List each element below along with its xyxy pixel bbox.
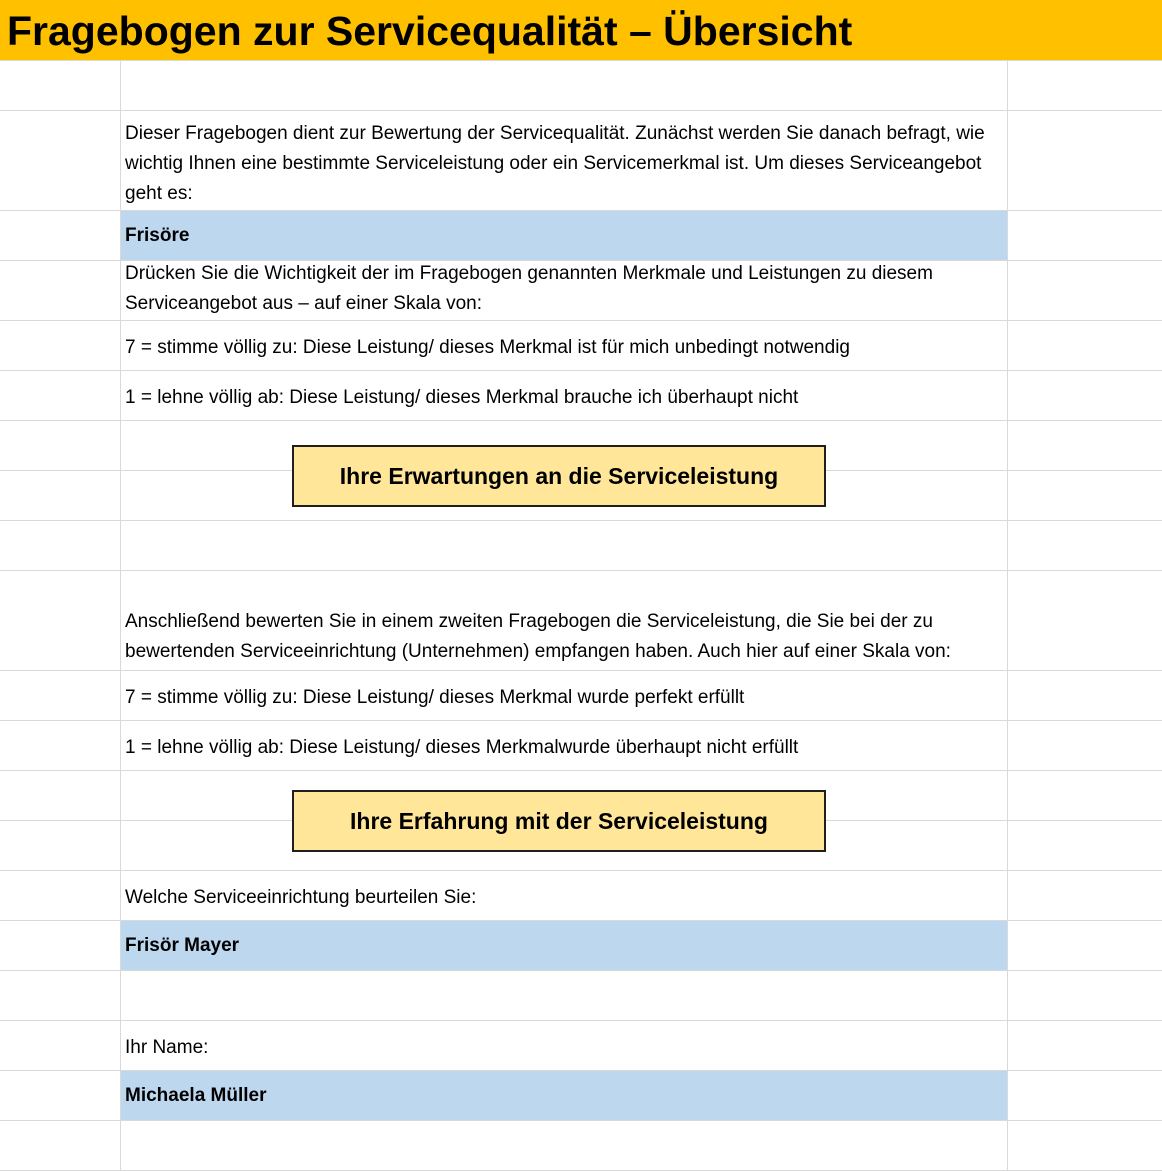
importance-instruction[interactable]: Drücken Sie die Wichtigkeit der im Fragebogen genannten Merkmale und Leistungen zu diesem Serviceangebot aus – auf einer Skala von: bbox=[125, 263, 933, 314]
name-input[interactable]: Michaela Müller bbox=[121, 1071, 1007, 1120]
facility-input[interactable]: Frisör Mayer bbox=[121, 921, 1007, 970]
experience-scale-low[interactable]: 1 = lehne völlig ab: Diese Leistung/ dieses Merkmalwurde überhaupt nicht erfüllt bbox=[125, 737, 799, 758]
intro-text[interactable]: Dieser Fragebogen dient zur Bewertung der Servicequalität. Zunächst werden Sie danach befragt, wie wichtig Ihnen eine bestimmte Serviceleistung oder ein Servicemerkmal ist. Um dieses Serviceangebot geht es: bbox=[125, 123, 985, 204]
experience-scale-high[interactable]: 7 = stimme völlig zu: Diese Leistung/ dieses Merkmal wurde perfekt erfüllt bbox=[125, 687, 745, 708]
experience-button[interactable]: Ihre Erfahrung mit der Serviceleistung bbox=[292, 790, 826, 852]
title-bar[interactable] bbox=[0, 0, 1162, 61]
sheet-title: Fragebogen zur Servicequalität – Übersicht bbox=[7, 8, 853, 54]
row-2[interactable] bbox=[0, 61, 1162, 111]
importance-scale-high[interactable]: 7 = stimme völlig zu: Diese Leistung/ dieses Merkmal ist für mich unbedingt notwendig bbox=[125, 337, 850, 358]
experience-instruction[interactable]: Anschließend bewerten Sie in einem zweiten Fragebogen die Serviceleistung, die Sie bei der zu bewertenden Serviceeinrichtung (Unternehmen) empfangen haben. Auch hier auf einer Skala von: bbox=[125, 611, 951, 662]
row-18[interactable] bbox=[0, 971, 1162, 1021]
service-offer-cell[interactable]: Frisöre bbox=[121, 211, 1007, 260]
name-label[interactable]: Ihr Name: bbox=[125, 1037, 209, 1058]
importance-scale-low[interactable]: 1 = lehne völlig ab: Diese Leistung/ dieses Merkmal brauche ich überhaupt nicht bbox=[125, 387, 799, 408]
facility-label[interactable]: Welche Serviceeinrichtung beurteilen Sie: bbox=[125, 887, 477, 908]
column-divider-b bbox=[1007, 61, 1008, 1171]
expectations-button[interactable]: Ihre Erwartungen an die Serviceleistung bbox=[292, 445, 826, 507]
row-21[interactable] bbox=[0, 1121, 1162, 1171]
row-10[interactable] bbox=[0, 521, 1162, 571]
